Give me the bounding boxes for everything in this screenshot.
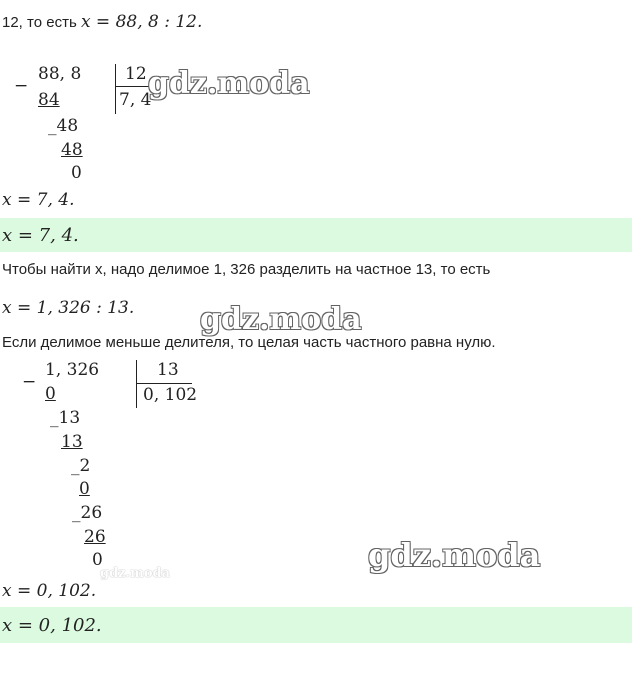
division2-dividend: 1, 326 [45,360,100,380]
watermark-1: gdz.moda [148,66,310,101]
division2-vertical-bar [136,360,137,408]
division2-subtrahend-3: 0 [79,479,90,499]
watermark-4: gdz.moda [100,566,171,581]
intro-prefix: 12, то есть [2,14,81,31]
watermark-3: gdz.moda [368,536,541,574]
division1-divisor: 12 [125,64,147,84]
division1-divisor-line [115,86,150,87]
division2-subtrahend-2: 13 [61,432,83,452]
answer-box-1 [0,218,632,252]
paragraph-2: Чтобы найти x, надо делимое 1, 326 разделить на частное 13, то есть [2,261,491,278]
watermark-2: gdz.moda [200,302,362,337]
division1-subtrahend-1: 84 [38,90,60,110]
expression-2: x = 1, 326 : 13. [2,298,135,318]
division2-divisor-line [136,383,192,384]
division2-remainder-2: _2 [71,456,91,476]
answer-1-text: x = 7, 4. [2,225,79,246]
division1-quotient: 7, 4 [119,90,152,110]
division2-quotient: 0, 102 [143,385,198,405]
paragraph-3: Если делимое меньше делителя, то целая часть частного равна нулю. [2,334,496,351]
division2-divisor: 13 [157,360,179,380]
division2-remainder-1: _13 [50,408,81,428]
answer-box-2 [0,607,632,643]
division1-minus: − [14,76,29,96]
division1-remainder-1: _48 [48,116,79,136]
result-2: x = 0, 102. [2,581,97,601]
division2-remainder-4: 0 [92,550,103,570]
result-1: x = 7, 4. [2,190,75,210]
division2-minus: − [22,372,37,392]
division1-subtrahend-2: 48 [61,140,83,160]
division2-subtrahend-4: 26 [84,527,106,547]
division2-remainder-3: _26 [72,503,103,523]
intro-line [2,12,202,32]
division2-subtrahend-1: 0 [45,384,56,404]
division1-dividend: 88, 8 [38,64,82,84]
division1-vertical-bar [115,64,116,114]
intro-expression: x = 88, 8 : 12. [80,12,203,32]
answer-2-text: x = 0, 102. [2,615,102,636]
division1-remainder-2: 0 [71,163,82,183]
